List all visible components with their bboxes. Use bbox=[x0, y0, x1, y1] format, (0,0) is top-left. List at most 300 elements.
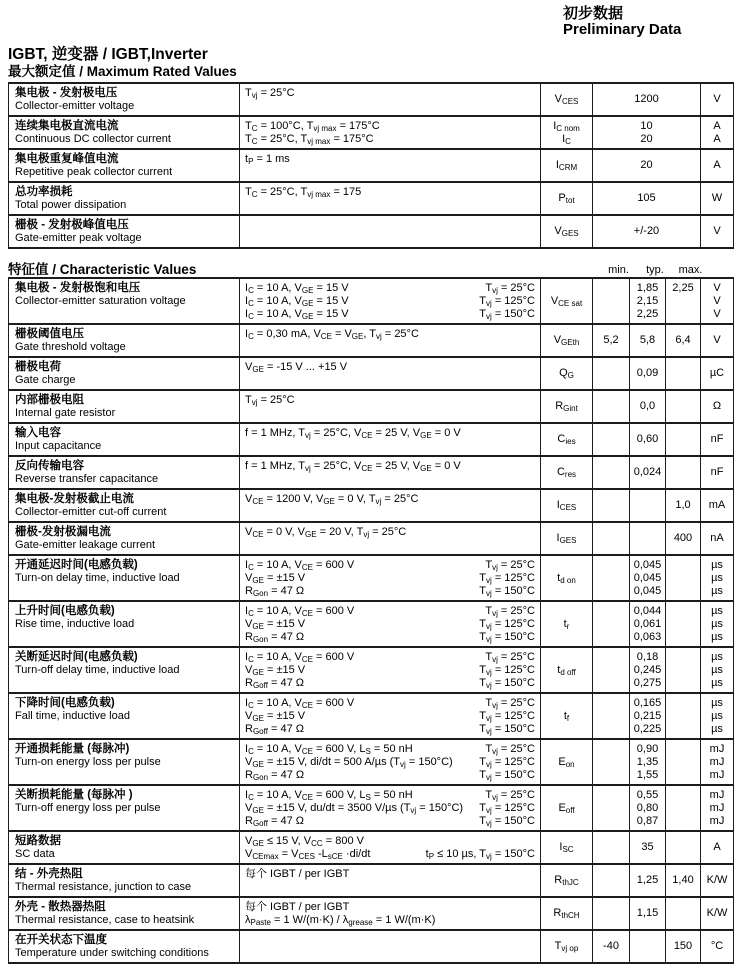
value-line: mJ bbox=[709, 788, 725, 801]
typ-value-cell bbox=[630, 278, 666, 324]
unit-cell bbox=[701, 357, 734, 390]
condition-line bbox=[245, 585, 535, 598]
parameter-name-en: Internal gate resistor bbox=[15, 406, 116, 419]
value-line: A bbox=[713, 841, 721, 853]
parameter-name-zh: 栅极阈值电压 bbox=[15, 327, 84, 340]
unit-cell bbox=[701, 522, 734, 555]
value-line: 0,245 bbox=[633, 663, 662, 676]
value-line: µs bbox=[711, 709, 723, 722]
table-row bbox=[9, 423, 734, 456]
typ-value-cell bbox=[630, 456, 666, 489]
min-value-cell bbox=[593, 278, 630, 324]
condition-text: $V_{GE} = -15$ V ... +15 V bbox=[245, 360, 348, 374]
conditions-cell bbox=[240, 897, 541, 930]
value-line: $I_{C nom}$ bbox=[553, 119, 580, 133]
unit-cell bbox=[701, 116, 734, 149]
min-value-cell bbox=[593, 357, 630, 390]
typ-value-cell bbox=[630, 423, 666, 456]
symbol-cell bbox=[541, 785, 593, 831]
parameter-cell bbox=[9, 693, 240, 739]
condition-temperature: $T_{vj} = 125^\circ C$ bbox=[479, 663, 535, 677]
symbol-cell bbox=[541, 831, 593, 864]
parameter-cell bbox=[9, 601, 240, 647]
unit-cell bbox=[701, 489, 734, 522]
condition-line bbox=[245, 868, 535, 881]
value-line: $t_{d on}$ bbox=[557, 571, 576, 585]
parameter-name-en: Total power dissipation bbox=[15, 198, 127, 211]
condition-line bbox=[245, 664, 535, 677]
value-line: mA bbox=[708, 499, 726, 511]
condition-text: $R_{Goff} = 47$ Ω bbox=[245, 676, 304, 690]
condition-text: $R_{Gon} = 47$ Ω bbox=[245, 630, 305, 644]
parameter-name-zh: 关断损耗能量 (每脉冲 ) bbox=[15, 788, 133, 801]
value-line: A bbox=[713, 159, 721, 171]
max-rated-values-table-body bbox=[9, 83, 734, 248]
symbol-cell bbox=[541, 149, 593, 182]
parameter-name-en: Thermal resistance, case to heatsink bbox=[15, 913, 195, 926]
parameter-name-zh: 开通延迟时间(电感负载) bbox=[15, 558, 138, 571]
condition-text: $V_{GE} = \pm 15$ V, di/dt = 500 A/µs $(T_{vj} = 150^\circ C)$ bbox=[245, 755, 453, 769]
condition-text: $I_C = 10$ A, $V_{GE} = 15$ V bbox=[245, 307, 349, 321]
unit-cell bbox=[701, 785, 734, 831]
value-line: $t_{d off}$ bbox=[557, 663, 576, 677]
value-line: µs bbox=[711, 722, 723, 735]
table-row bbox=[9, 522, 734, 555]
condition-text: $V_{GE} = \pm 15$ V bbox=[245, 617, 306, 631]
value-line: $C_{res}$ bbox=[556, 466, 577, 479]
value-line: 0,045 bbox=[633, 584, 662, 597]
unit-cell bbox=[701, 456, 734, 489]
value-line: 0,60 bbox=[636, 433, 659, 445]
value-line: $V_{CES}$ bbox=[554, 93, 579, 106]
conditions-cell bbox=[240, 278, 541, 324]
unit-cell bbox=[701, 324, 734, 357]
value-line: $T_{vj op}$ bbox=[554, 940, 579, 953]
condition-text: 每个 IGBT / per IGBT bbox=[245, 900, 350, 913]
parameter-cell bbox=[9, 522, 240, 555]
condition-text: $R_{Goff} = 47$ Ω bbox=[245, 814, 304, 828]
value-line bbox=[667, 308, 699, 321]
condition-line bbox=[245, 295, 535, 308]
value-line: $E_{on}$ bbox=[558, 755, 575, 769]
table-row bbox=[9, 215, 734, 248]
value-line: nF bbox=[710, 433, 724, 445]
condition-line bbox=[245, 743, 535, 756]
max-value-cell bbox=[666, 897, 701, 930]
symbol-cell bbox=[541, 357, 593, 390]
parameter-name-en: Continuous DC collector current bbox=[15, 132, 171, 145]
parameter-name-en: Turn-on energy loss per pulse bbox=[15, 755, 161, 768]
condition-line bbox=[245, 901, 535, 914]
typ-value-cell bbox=[630, 601, 666, 647]
condition-temperature: $T_{vj} = 25^\circ C$ bbox=[485, 742, 535, 756]
condition-temperature: $T_{vj} = 150^\circ C$ bbox=[479, 307, 535, 321]
parameter-name-zh: 下降时间(电感负载) bbox=[15, 696, 115, 709]
parameter-name-zh: 栅极电荷 bbox=[15, 360, 61, 373]
condition-temperature: $T_{vj} = 25^\circ C$ bbox=[485, 788, 535, 802]
symbol-cell bbox=[541, 897, 593, 930]
conditions-cell bbox=[240, 456, 541, 489]
characteristic-values-table-body bbox=[9, 278, 734, 963]
value-line: $V_{GEth}$ bbox=[553, 334, 580, 347]
condition-text: $T_C = 100^\circ C$, $T_{vj max} = 175^\circ C$ bbox=[245, 119, 380, 133]
symbol-cell bbox=[541, 456, 593, 489]
min-value-cell bbox=[593, 647, 630, 693]
max-value-cell bbox=[666, 324, 701, 357]
condition-line bbox=[245, 631, 535, 644]
parameter-cell bbox=[9, 831, 240, 864]
symbol-cell bbox=[541, 215, 593, 248]
value-line: V bbox=[713, 93, 721, 105]
condition-line bbox=[245, 848, 535, 861]
value-line: $t_r$ bbox=[563, 617, 570, 631]
value-line: 105 bbox=[637, 192, 656, 204]
value-line: µs bbox=[711, 617, 723, 630]
value-line: $I_{CRM}$ bbox=[555, 159, 578, 172]
conditions-cell bbox=[240, 423, 541, 456]
conditions-cell bbox=[240, 489, 541, 522]
symbol-cell bbox=[541, 116, 593, 149]
condition-line bbox=[245, 914, 535, 927]
value-line: 0,0 bbox=[639, 400, 656, 412]
unit-cell bbox=[701, 647, 734, 693]
condition-text: $V_{CEmax} = V_{CES}$ $-L_{sCE} \cdot di/dt$ bbox=[245, 847, 371, 861]
condition-line bbox=[245, 361, 535, 374]
unit-cell bbox=[701, 423, 734, 456]
conditions-cell bbox=[240, 555, 541, 601]
condition-line bbox=[245, 697, 535, 710]
symbol-cell bbox=[541, 930, 593, 963]
value-line: $R_{thCH}$ bbox=[553, 907, 580, 920]
parameter-name-en: Turn-off energy loss per pulse bbox=[15, 801, 161, 814]
parameter-name-zh: 关断延迟时间(电感负载) bbox=[15, 650, 138, 663]
parameter-name-zh: 集电极-发射极截止电流 bbox=[15, 492, 134, 505]
unit-cell bbox=[701, 215, 734, 248]
value-line: nF bbox=[710, 466, 724, 478]
value-line: Ω bbox=[712, 400, 722, 412]
value-cell bbox=[593, 215, 701, 248]
value-cell bbox=[593, 182, 701, 215]
condition-line bbox=[245, 153, 535, 166]
value-line: $P_{tot}$ bbox=[558, 192, 575, 205]
value-line: W bbox=[711, 192, 723, 204]
parameter-cell bbox=[9, 897, 240, 930]
condition-line bbox=[245, 572, 535, 585]
value-line: µs bbox=[711, 571, 723, 584]
parameter-name-zh: 集电极 - 发射极电压 bbox=[15, 86, 118, 99]
value-line: 150 bbox=[673, 940, 693, 952]
conditions-cell bbox=[240, 739, 541, 785]
value-line: $I_{SC}$ bbox=[559, 841, 574, 854]
table-row bbox=[9, 930, 734, 963]
value-line: 0,18 bbox=[636, 650, 659, 663]
value-line: 0,80 bbox=[636, 801, 659, 814]
unit-cell bbox=[701, 278, 734, 324]
condition-temperature: $T_{vj} = 125^\circ C$ bbox=[479, 801, 535, 815]
condition-text: $I_C = 10$ A, $V_{CE} = 600$ V bbox=[245, 650, 355, 664]
parameter-name-zh: 短路数据 bbox=[15, 834, 61, 847]
condition-line bbox=[245, 328, 535, 341]
condition-line bbox=[245, 308, 535, 321]
typ-value-cell bbox=[630, 647, 666, 693]
value-line: 400 bbox=[673, 532, 693, 544]
symbol-cell bbox=[541, 324, 593, 357]
preliminary-data-label bbox=[563, 6, 681, 38]
value-line: °C bbox=[710, 940, 724, 952]
value-line: 6,4 bbox=[675, 334, 691, 346]
condition-text: $\lambda_{Paste} = 1$ $W/(m\cdot K) / \lambda_{grease} = 1$ W/(m·K) bbox=[245, 913, 436, 927]
value-line: V bbox=[713, 225, 721, 237]
typ-value-cell bbox=[630, 864, 666, 897]
table-row bbox=[9, 601, 734, 647]
value-cell bbox=[593, 149, 701, 182]
value-line: µs bbox=[711, 650, 723, 663]
condition-text: $T_{vj} = 25^\circ C$ bbox=[245, 86, 295, 100]
conditions-cell bbox=[240, 522, 541, 555]
condition-temperature: $T_{vj} = 25^\circ C$ bbox=[485, 558, 535, 572]
condition-temperature: $T_{vj} = 125^\circ C$ bbox=[479, 617, 535, 631]
value-line: 0,061 bbox=[633, 617, 662, 630]
unit-cell bbox=[701, 897, 734, 930]
parameter-cell bbox=[9, 278, 240, 324]
value-line: 2,15 bbox=[636, 294, 659, 307]
condition-temperature: $T_{vj} = 125^\circ C$ bbox=[479, 709, 535, 723]
condition-text: $I_C = 10$ A, $V_{GE} = 15$ V bbox=[245, 281, 349, 295]
typ-value-cell bbox=[630, 324, 666, 357]
table-row bbox=[9, 278, 734, 324]
value-line: 0,87 bbox=[636, 814, 659, 827]
min-value-cell bbox=[593, 522, 630, 555]
condition-line bbox=[245, 87, 535, 100]
min-value-cell bbox=[593, 930, 630, 963]
value-line: K/W bbox=[706, 907, 728, 919]
condition-text: $I_C = 10$ A, $V_{GE} = 15$ V bbox=[245, 294, 349, 308]
value-line: 35 bbox=[641, 841, 654, 853]
value-line: +/-20 bbox=[633, 225, 660, 237]
table-row bbox=[9, 785, 734, 831]
max-value-cell bbox=[666, 423, 701, 456]
min-value-cell bbox=[593, 456, 630, 489]
max-value-cell bbox=[666, 930, 701, 963]
max-value-cell bbox=[666, 647, 701, 693]
min-value-cell bbox=[593, 739, 630, 785]
table-row bbox=[9, 182, 734, 215]
max-value-cell bbox=[666, 489, 701, 522]
value-line: K/W bbox=[706, 874, 728, 886]
value-line: $R_{Gint}$ bbox=[555, 400, 578, 413]
section-title-max-rated-values: 最大额定值 / Maximum Rated Values bbox=[8, 64, 237, 79]
value-line: $I_{GES}$ bbox=[556, 532, 577, 545]
parameter-name-en: Collector-emitter cut-off current bbox=[15, 505, 167, 518]
condition-text: $V_{GE} \le 15$ V, $V_{CC} = 800$ V bbox=[245, 834, 364, 848]
min-value-cell bbox=[593, 693, 630, 739]
conditions-cell bbox=[240, 149, 541, 182]
unit-cell bbox=[701, 149, 734, 182]
conditions-cell bbox=[240, 693, 541, 739]
max-value-cell bbox=[666, 456, 701, 489]
value-line: V bbox=[713, 281, 721, 294]
symbol-cell bbox=[541, 693, 593, 739]
typ-value-cell bbox=[630, 489, 666, 522]
max-value-cell bbox=[666, 785, 701, 831]
value-line: 2,25 bbox=[672, 281, 694, 294]
parameter-name-en: Reverse transfer capacitance bbox=[15, 472, 159, 485]
parameter-name-en: Input capacitance bbox=[15, 439, 102, 452]
parameter-name-zh: 外壳 - 散热器热阻 bbox=[15, 900, 106, 913]
value-line: mJ bbox=[709, 768, 725, 781]
unit-cell bbox=[701, 390, 734, 423]
value-line: 0,09 bbox=[636, 367, 659, 379]
table-row bbox=[9, 831, 734, 864]
condition-text: $I_C = 0,30$ mA, $V_{CE} = V_{GE}$, $T_{vj} = 25^\circ C$ bbox=[245, 327, 419, 341]
value-line: 1,40 bbox=[672, 874, 694, 886]
parameter-cell bbox=[9, 739, 240, 785]
condition-text: $T_{vj} = 25^\circ C$ bbox=[245, 393, 295, 407]
value-line: $t_f$ bbox=[563, 709, 570, 723]
value-line: $I_C$ bbox=[562, 132, 571, 146]
parameter-name-zh: 开通损耗能量 (每脉冲) bbox=[15, 742, 130, 755]
symbol-cell bbox=[541, 864, 593, 897]
value-line: 0,90 bbox=[636, 742, 659, 755]
table-row bbox=[9, 555, 734, 601]
parameter-name-zh: 栅极-发射极漏电流 bbox=[15, 525, 111, 538]
parameter-name-en: Thermal resistance, junction to case bbox=[15, 880, 192, 893]
min-value-cell bbox=[593, 831, 630, 864]
conditions-cell bbox=[240, 785, 541, 831]
value-cell bbox=[593, 83, 701, 116]
unit-cell bbox=[701, 182, 734, 215]
value-line: mJ bbox=[709, 801, 725, 814]
value-line: 0,024 bbox=[633, 466, 662, 478]
condition-line bbox=[245, 493, 535, 506]
parameter-cell bbox=[9, 215, 240, 248]
conditions-cell bbox=[240, 324, 541, 357]
typ-value-cell bbox=[630, 897, 666, 930]
symbol-cell bbox=[541, 278, 593, 324]
symbol-cell bbox=[541, 555, 593, 601]
value-line: µs bbox=[711, 584, 723, 597]
condition-line bbox=[245, 835, 535, 848]
preliminary-data-zh: 初步数据 bbox=[563, 5, 624, 22]
conditions-cell bbox=[240, 357, 541, 390]
max-value-cell bbox=[666, 831, 701, 864]
condition-line bbox=[245, 427, 535, 440]
parameter-name-zh: 连续集电极直流电流 bbox=[15, 119, 119, 132]
parameter-name-en: Fall time, inductive load bbox=[15, 709, 130, 722]
condition-line bbox=[245, 120, 535, 133]
value-line: µs bbox=[711, 604, 723, 617]
symbol-cell bbox=[541, 601, 593, 647]
condition-text: $V_{CE} = 0$ V, $V_{GE} = 20$ V, $T_{vj} = 25^\circ C$ bbox=[245, 525, 407, 539]
parameter-cell bbox=[9, 83, 240, 116]
symbol-cell bbox=[541, 489, 593, 522]
conditions-cell bbox=[240, 215, 541, 248]
condition-temperature: $T_{vj} = 150^\circ C$ bbox=[479, 630, 535, 644]
condition-text: $V_{GE} = \pm 15$ V, du/dt = 3500 V/µs $(T_{vj} = 150^\circ C)$ bbox=[245, 801, 464, 815]
parameter-name-zh: 内部栅极电阻 bbox=[15, 393, 84, 406]
condition-text: $I_C = 10$ A, $V_{CE} = 600$ V bbox=[245, 604, 355, 618]
typ-value-cell bbox=[630, 930, 666, 963]
max-value-cell bbox=[666, 278, 701, 324]
value-line: 20 bbox=[640, 132, 653, 145]
value-line: 1,15 bbox=[636, 907, 659, 919]
typ-value-cell bbox=[630, 831, 666, 864]
parameter-name-en: Gate-emitter peak voltage bbox=[15, 231, 142, 244]
condition-text: 每个 IGBT / per IGBT bbox=[245, 867, 350, 880]
parameter-name-en: SC data bbox=[15, 847, 55, 860]
table-row bbox=[9, 116, 734, 149]
condition-text: $V_{CE} = 1200$ V, $V_{GE} = 0$ V, $T_{vj} = 25^\circ C$ bbox=[245, 492, 419, 506]
conditions-cell bbox=[240, 647, 541, 693]
value-line: µC bbox=[709, 367, 725, 379]
table-row bbox=[9, 864, 734, 897]
value-line: 0,045 bbox=[633, 558, 662, 571]
condition-text: $I_C = 10$ A, $V_{CE} = 600$ V bbox=[245, 696, 355, 710]
typ-value-cell bbox=[630, 357, 666, 390]
condition-text: $t_P = 1$ ms bbox=[245, 152, 290, 166]
max-value-cell bbox=[666, 693, 701, 739]
value-line: 0,55 bbox=[636, 788, 659, 801]
parameter-name-en: Collector-emitter voltage bbox=[15, 99, 135, 112]
condition-temperature: $t_P \le 10$ µs, $T_{vj} = 150^\circ C$ bbox=[425, 847, 535, 861]
value-line: V bbox=[713, 294, 721, 307]
condition-temperature: $T_{vj} = 25^\circ C$ bbox=[485, 281, 535, 295]
conditions-cell bbox=[240, 864, 541, 897]
value-line: $I_{CES}$ bbox=[556, 499, 577, 512]
value-line: 10 bbox=[640, 119, 653, 132]
conditions-cell bbox=[240, 601, 541, 647]
unit-cell bbox=[701, 831, 734, 864]
symbol-cell bbox=[541, 522, 593, 555]
condition-line bbox=[245, 769, 535, 782]
condition-text: $R_{Gon} = 47$ Ω bbox=[245, 768, 305, 782]
parameter-name-zh: 在开关状态下温度 bbox=[15, 933, 107, 946]
value-line: 5,8 bbox=[639, 334, 656, 346]
parameter-cell bbox=[9, 930, 240, 963]
value-line: mJ bbox=[709, 814, 725, 827]
typ-value-cell bbox=[630, 555, 666, 601]
min-value-cell bbox=[593, 897, 630, 930]
condition-line bbox=[245, 815, 535, 828]
typ-value-cell bbox=[630, 739, 666, 785]
unit-cell bbox=[701, 930, 734, 963]
condition-line bbox=[245, 677, 535, 690]
value-line: 2,25 bbox=[636, 307, 659, 320]
value-line: 0,215 bbox=[633, 709, 662, 722]
preliminary-data-en: Preliminary Data bbox=[563, 21, 682, 38]
condition-text: $I_C = 10$ A, $V_{CE} = 600$ V, $L_S = 50$ nH bbox=[245, 788, 413, 802]
min-value-cell bbox=[593, 601, 630, 647]
value-line: 0,044 bbox=[633, 604, 662, 617]
section-title-characteristic-values: 特征值 / Characteristic Values bbox=[8, 262, 197, 277]
table-row bbox=[9, 357, 734, 390]
value-line: µs bbox=[711, 558, 723, 571]
value-line: V bbox=[713, 334, 721, 346]
condition-line bbox=[245, 394, 535, 407]
condition-line bbox=[245, 618, 535, 631]
symbol-cell bbox=[541, 647, 593, 693]
value-line: $E_{off}$ bbox=[558, 801, 575, 815]
condition-text: $V_{GE} = \pm 15$ V bbox=[245, 571, 306, 585]
parameter-cell bbox=[9, 357, 240, 390]
symbol-cell bbox=[541, 739, 593, 785]
unit-cell bbox=[701, 739, 734, 785]
typ-value-cell bbox=[630, 522, 666, 555]
max-rated-values-table bbox=[8, 82, 734, 249]
characteristic-values-table bbox=[8, 277, 734, 964]
parameter-cell bbox=[9, 489, 240, 522]
min-value-cell bbox=[593, 423, 630, 456]
